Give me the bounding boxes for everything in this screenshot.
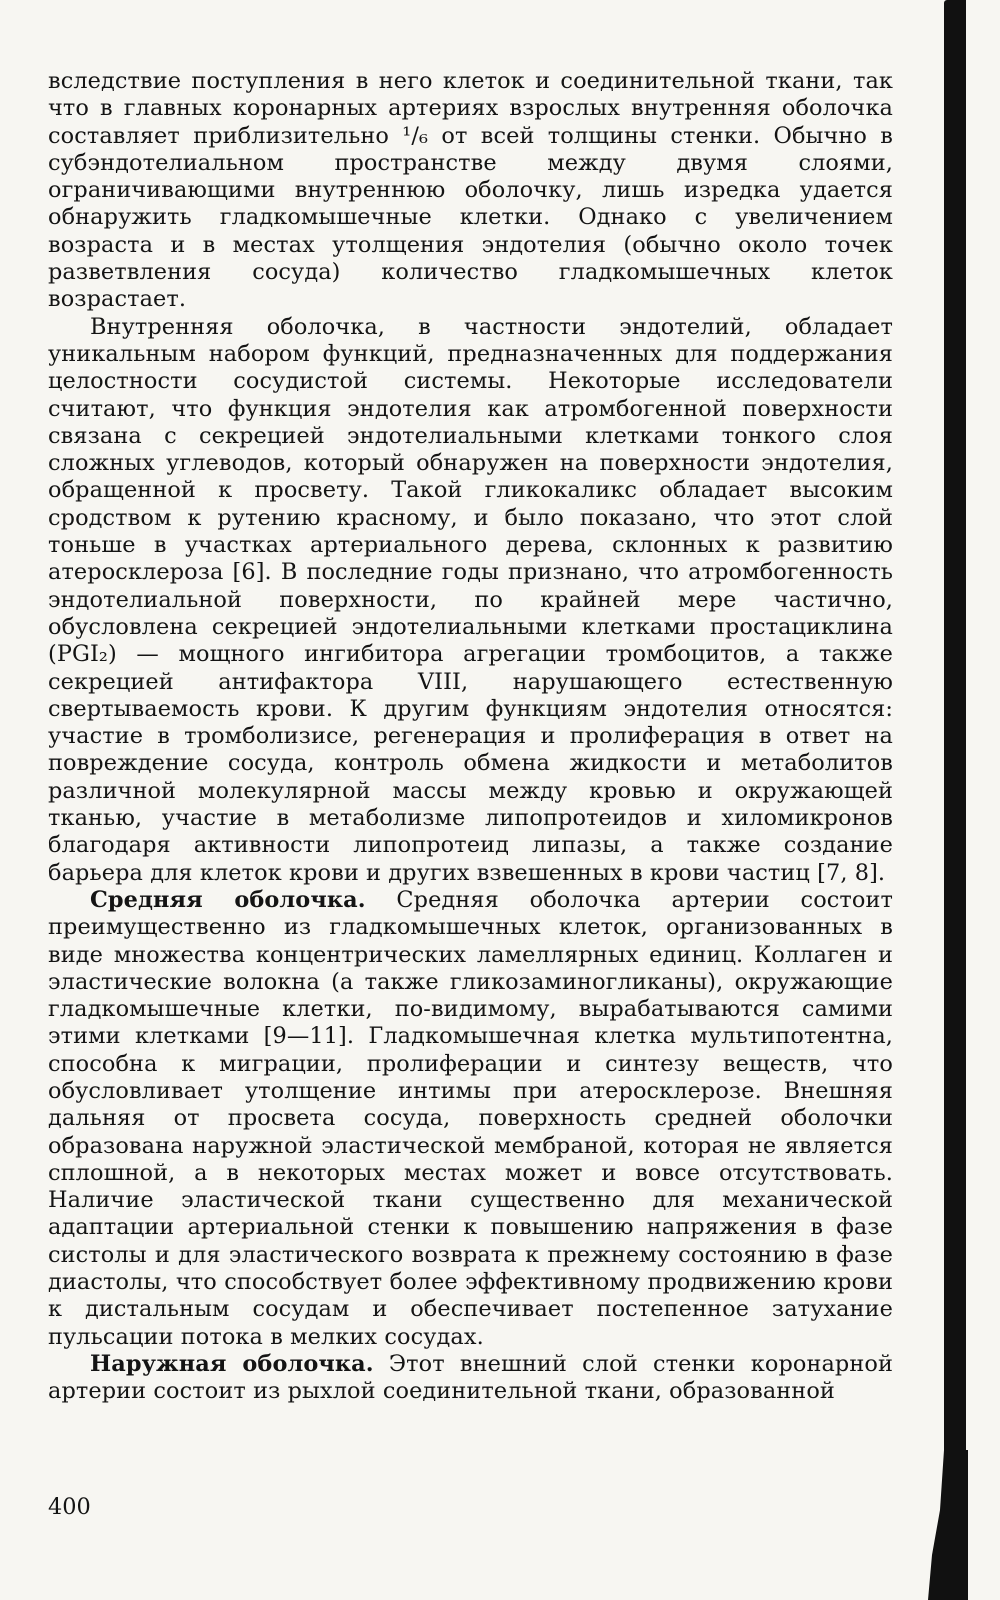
paragraph-4 xyxy=(48,1351,893,1406)
scan-edge-shadow-tip xyxy=(928,1450,968,1600)
page-number: 400 xyxy=(48,1494,91,1520)
paragraph-3 xyxy=(48,887,893,1351)
paragraph-2-text: Внутренняя оболочка, в частности эндотелий, обладает уникальным набором функций, предназначенных для поддержания целостности сосудистой системы. Некоторые исследователи считают, что функция эндотелия как атромбогенной поверхности связана с секрецией эндотелиальными клетками тонкого слоя сложных углеводов, который обнаружен на поверхности эндотелия, обращенной к просвету. Такой гликокаликс обладает высоким сродством к рутению красному, и было показано, что этот слой тоньше в участках артериального дерева, склонных к развитию атеросклероза [6]. В последние годы признано, что атромбогенность эндотелиальной поверхности, по крайней мере частично, обусловлена секрецией эндотелиальными клетками простациклина (PGI₂) — мощного ингибитора агрегации тромбоцитов, а также секрецией антифактора VIII, нарушающего естественную свертываемость крови. К другим функциям эндотелия относятся: участие в тромболизисе, регенерация и пролиферация в ответ на повреждение сосуда, контроль обмена жидкости и метаболитов различной молекулярной массы между кровью и окружающей тканью, участие в метаболизме липопротеидов и хиломикронов благодаря активности липопротеид липазы, а также создание барьера для клеток крови и других взвешенных в крови частиц [7, 8]. xyxy=(48,313,893,886)
paragraph-2 xyxy=(48,314,893,887)
paragraph-4-text: Этот внешний слой стенки коронарной артерии состоит из рыхлой соединительной ткани, образованной xyxy=(48,1350,893,1405)
section-heading-media: Средняя оболочка. xyxy=(90,886,366,913)
paragraph-3-text: Средняя оболочка артерии состоит преимущественно из гладкомышечных клеток, организованных в виде множества концентрических ламеллярных единиц. Коллаген и эластические волокна (а также гликозаминогликаны), окружающие гладкомышечные клетки, по-видимому, вырабатываются самими этими клетками [9—11]. Гладкомышечная клетка мультипотентна, способна к миграции, пролиферации и синтезу веществ, что обусловливает утолщение интимы при атеросклерозе. Внешняя дальняя от просвета сосуда, поверхность средней оболочки образована наружной эластической мембраной, которая не является сплошной, а в некоторых местах может и вовсе отсутствовать. Наличие эластической ткани существенно для механической адаптации артериальной стенки к повышению напряжения в фазе систолы и для эластического возврата к прежнему состоянию в фазе диастолы, что способствует более эффективному продвижению крови к дистальным сосудам и обеспечивает постепенное затухание пульсации потока в мелких сосудах. xyxy=(48,886,893,1350)
paragraph-1-text: вследствие поступления в него клеток и соединительной ткани, так что в главных коронарных артериях взрослых внутренняя оболочка составляет приблизительно ¹/₆ от всей толщины стенки. Обычно в субэндотелиальном пространстве между двумя слоями, ограничивающими внутреннюю оболочку, лишь изредка удается обнаружить гладкомышечные клетки. Однако с увеличением возраста и в местах утолщения эндотелия (обычно около точек разветвления сосуда) количество гладкомышечных клеток возрастает. xyxy=(48,68,893,313)
page-text xyxy=(48,68,893,1406)
section-heading-adventitia: Наружная оболочка. xyxy=(90,1350,374,1377)
paragraph-1 xyxy=(48,68,893,314)
scan-edge-shadow xyxy=(944,0,966,1600)
